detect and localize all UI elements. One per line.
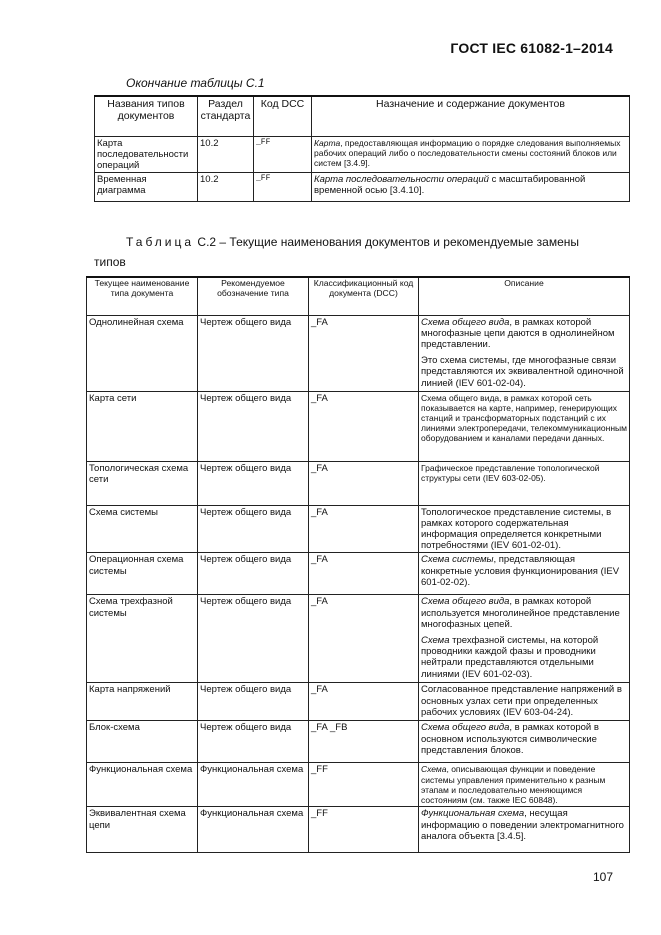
column-header: Раздел стандарта (198, 96, 254, 136)
dcc-code-cell: _FA (309, 505, 419, 553)
dcc-code-cell: _FA (309, 683, 419, 721)
description-cell (419, 505, 630, 553)
description-cell (312, 173, 630, 202)
description-cell (419, 683, 630, 721)
description-term: Карта последовательности операций (314, 174, 489, 186)
description-text: с масштабированной временной осью [3.4.10]. (314, 174, 586, 197)
current-name-cell: Блок-схема (87, 721, 198, 763)
table2-caption-line2: типов (94, 255, 126, 269)
table-row (87, 595, 630, 683)
recommended-type-cell: Функциональная схема (198, 807, 309, 853)
dcc-code-cell: _FA (309, 391, 419, 461)
description-term: Функциональная схема (421, 808, 525, 820)
column-header: Код DCC (254, 96, 312, 136)
recommended-type-cell: Чертеж общего вида (198, 391, 309, 461)
description-term: Схема общего вида (421, 316, 510, 328)
description-text: , в рамках которой в основном используются символические представления блоков. (421, 722, 599, 756)
recommended-type-cell: Чертеж общего вида (198, 721, 309, 763)
description-cell (419, 391, 630, 461)
description-text: Согласованное представление напряжений в основных узлах сети при определенных рабочих условиях (IEV 603-04-24). (421, 684, 622, 718)
description-text: , представляющая конкретные условия функционирования (IEV 601-02-02). (421, 554, 620, 588)
table-row (87, 505, 630, 553)
column-header: Классификационный код документа (DCC) (309, 277, 419, 315)
description-cell (419, 595, 630, 683)
description-text: Схема общего вида, в рамках которой сеть показывается на карте, например, генерирующих станций и трансформаторных подстанций с их линиями электропередачи, телекоммуникационным оборудованием и каналами передачи данных. (421, 392, 627, 444)
dcc-code-cell: _FF (309, 763, 419, 807)
description-paragraph (421, 635, 627, 680)
column-header: Текущее наименование типа документа (87, 277, 198, 315)
recommended-type-cell: Чертеж общего вида (198, 461, 309, 505)
doc-name-cell: Временная диаграмма (95, 173, 198, 202)
description-term: Карта (314, 137, 341, 148)
description-term: Схема (421, 634, 450, 646)
description-text: , несущая информацию о поведении электромагнитного аналога объекта [3.4.5]. (421, 808, 624, 842)
description-cell (419, 763, 630, 807)
table-row (87, 315, 630, 391)
description-term: Схема общего вида (421, 722, 510, 734)
column-header: Названия типов документов (95, 96, 198, 136)
description-paragraph: Это схема системы, где многофазные связи представляются их эквивалентной одиночной линией (IEV 601-02-04). (421, 355, 624, 389)
recommended-type-cell: Функциональная схема (198, 763, 309, 807)
table2-caption-text: С.2 – Текущие наименования документов и рекомендуемые замены (194, 235, 580, 249)
dcc-code-cell: _FF (309, 807, 419, 853)
table-row (87, 391, 630, 461)
table1-caption: Окончание таблицы С.1 (126, 76, 265, 90)
description-cell (419, 721, 630, 763)
table-c2 (86, 276, 630, 853)
current-name-cell: Однолинейная схема (87, 315, 198, 391)
dcc-code-cell: _FF (254, 136, 312, 173)
standard-designation: ГОСТ IEC 61082-1–2014 (450, 40, 613, 56)
current-name-cell: Схема трехфазной системы (87, 595, 198, 683)
description-cell (419, 315, 630, 391)
table2-caption (126, 235, 579, 249)
table-row (87, 553, 630, 595)
column-header: Назначение и содержание документов (312, 96, 630, 136)
description-text: , в рамках которой используется многолинейное представление многофазных цепей. (421, 596, 620, 630)
page-number: 107 (592, 870, 613, 884)
dcc-code-cell: _FA _FB (309, 721, 419, 763)
recommended-type-cell: Чертеж общего вида (198, 553, 309, 595)
description-text: , описывающая функции и поведение системы управления применительно к разным этапам и последовательно меняющимся состояниям (см. также IEC 60848). (421, 764, 606, 805)
table-row (87, 683, 630, 721)
column-header: Описание (419, 277, 630, 315)
dcc-code-cell: _FA (309, 315, 419, 391)
description-cell (419, 553, 630, 595)
recommended-type-cell: Чертеж общего вида (198, 505, 309, 553)
dcc-code-cell: _FA (309, 461, 419, 505)
current-name-cell: Схема системы (87, 505, 198, 553)
column-header: Рекомендуемое обозначение типа (198, 277, 309, 315)
dcc-code-cell: _FF (254, 173, 312, 202)
description-text: , в рамках которой многофазные цепи даются в однолинейном представлении. (421, 316, 615, 350)
table-header-row (87, 277, 630, 315)
description-text: трехфазной системы, на которой проводники каждой фазы и проводники нейтрали представляются отдельными линиями (IEV 601-02-03). (421, 634, 599, 680)
table-c1 (94, 95, 630, 202)
current-name-cell: Эквивалентная схема цепи (87, 807, 198, 853)
table-header-row (95, 96, 630, 136)
table-row (95, 173, 630, 202)
current-name-cell: Карта сети (87, 391, 198, 461)
description-cell (312, 136, 630, 173)
section-cell: 10.2 (198, 173, 254, 202)
doc-name-cell: Карта последовательности операций (95, 136, 198, 173)
table2-caption-label: Таблица (126, 235, 195, 249)
section-cell: 10.2 (198, 136, 254, 173)
description-term: Схема системы (421, 554, 494, 566)
current-name-cell: Операционная схема системы (87, 553, 198, 595)
recommended-type-cell: Чертеж общего вида (198, 315, 309, 391)
description-text: , предоставляющая информацию о порядке следования выполняемых рабочих операций либо о последовательности смены состояний блоков или систем [3.4.9]. (314, 137, 621, 168)
table-row (87, 721, 630, 763)
recommended-type-cell: Чертеж общего вида (198, 683, 309, 721)
current-name-cell: Карта напряжений (87, 683, 198, 721)
description-text: Топологическое представление системы, в рамках которого содержательная информация определяется конкретными потребностями (IEV 601-02-01). (421, 506, 612, 552)
table-row (95, 136, 630, 173)
description-cell (419, 461, 630, 505)
table-row (87, 807, 630, 853)
table-row (87, 461, 630, 505)
description-text: Графическое представление топологической структуры сети (IEV 603-02-05). (421, 462, 600, 483)
description-cell (419, 807, 630, 853)
recommended-type-cell: Чертеж общего вида (198, 595, 309, 683)
table-row (87, 763, 630, 807)
current-name-cell: Функциональная схема (87, 763, 198, 807)
dcc-code-cell: _FA (309, 595, 419, 683)
current-name-cell: Топологическая схема сети (87, 461, 198, 505)
dcc-code-cell: _FA (309, 553, 419, 595)
description-term: Схема общего вида (421, 596, 510, 608)
description-term: Схема (421, 764, 447, 775)
